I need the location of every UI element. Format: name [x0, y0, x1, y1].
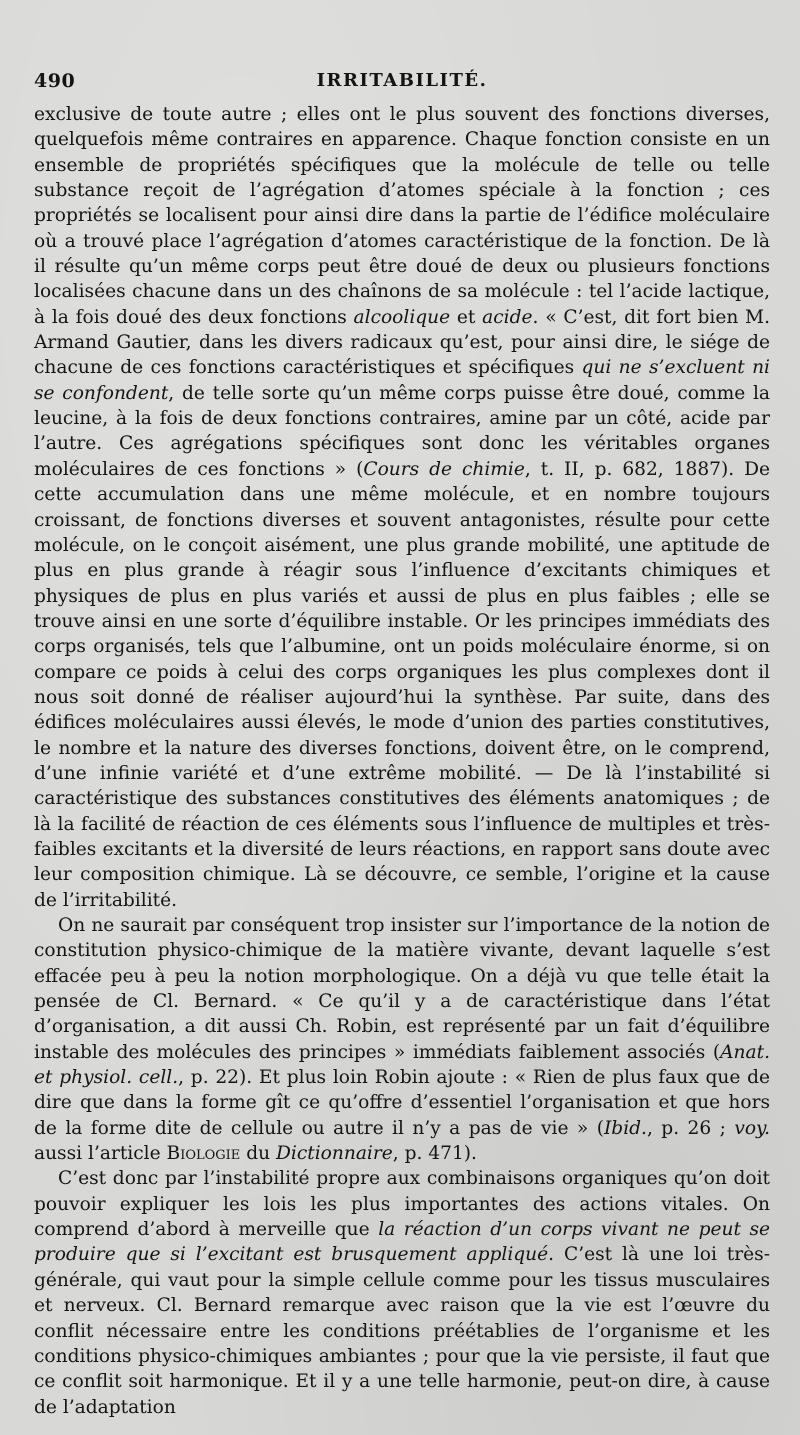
page-header	[34, 70, 770, 100]
running-title: IRRITABILITÉ.	[316, 70, 488, 91]
text-run: , t. II, p. 682, 1887). De cette accumulation dans une même molécule, et en nombre toujours croissant, de fonctions diverses et souvent antagonistes, résulte pour cette molécule, on le conçoit aisément, une plus grande mobilité, une aptitude de plus en plus grande à réagir sous l’influence d’excitants chimiques et physiques de plus en plus variés et aussi de plus en plus faibles ; elle se trouve ainsi en une sorte d’équilibre instable. Or les principes immédiats des corps organisés, tels que l’albumine, ont un poids moléculaire énorme, si on compare ce poids à celui des corps organiques les plus complexes dont il nous soit donné de réaliser aujourd’hui la synthèse. Par suite, dans des édifices moléculaires aussi élevés, le mode d’union des parties constitutives, le nombre et la nature des diverses fonctions, doivent être, on le comprend, d’une infinie variété et d’une extrême mobilité. — De là l’instabilité si caractéristique des substances constitutives des éléments anatomiques ; de là la facilité de réaction de ces éléments sous l’influence de multiples et très-faibles excitants et la diversité de leurs réactions, en rapport sans doute avec leur composition chimique. Là se découvre, ce semble, l’origine et la cause de l’irritabilité.	[34, 458, 770, 911]
paragraph	[34, 913, 770, 1166]
paragraph	[34, 1166, 770, 1419]
text-run: exclusive de toute autre ; elles ont le plus souvent des fonctions diverses, quelquefois même contraires en apparence. Chaque fonction consiste en un ensemble de propriétés spécifiques que la molécule de telle ou telle substance reçoit de l’agrégation d’atomes spéciale à la fonction ; ces propriétés se localisent pour ainsi dire dans la partie de l’édifice moléculaire où a trouvé place l’agrégation d’atomes caractéristique de la fonction. De là il résulte qu’un même corps peut être doué de deux ou plusieurs fonctions localisées chacune dans un des chaînons de sa molécule : tel l’acide lactique, à la fois doué des deux fonctions	[34, 104, 770, 328]
text-run: aussi l’article	[34, 1143, 167, 1165]
italic-text: Dictionnaire	[276, 1143, 393, 1165]
italic-text: acide	[482, 306, 533, 328]
italic-text: Ibid.	[603, 1117, 647, 1139]
italic-text: alcoolique	[353, 306, 451, 328]
text-run: , de telle sorte qu’un même corps puisse être doué, comme la leucine, à la fois de deux fonctions contraires, amine par un côté, acide par l’autre. Ces agrégations spécifiques sont donc les véritables organes moléculaires de ces fonctions » (	[34, 382, 770, 480]
text-run: On ne saurait par conséquent trop insister sur l’importance de la notion de constitution physico-chimique de la matière vivante, devant laquelle s’est effacée peu à peu la notion morphologique. On a déjà vu que telle était la pensée de Cl. Bernard. « Ce qu’il y a de caractéristique dans l’état d’organisation, a dit aussi Ch. Robin, est représenté par un fait d’équilibre instable des molécules des principes » immédiats faiblement associés (	[34, 915, 770, 1063]
text-run: . « C’est, dit fort bien M. Armand Gautier, dans les divers radicaux qu’est, pour ainsi dire, le siége de chacune de ces fonctions caractéristiques et spécifiques	[34, 306, 771, 379]
text-run: C’est donc par l’instabilité propre aux combinaisons organiques qu’on doit pouvoir expliquer les lois les plus importantes des actions vitales. On comprend d’abord à merveille que	[34, 1168, 770, 1241]
italic-text: qui ne s’excluent ni se confondent	[34, 357, 771, 404]
text-run: , p. 26 ;	[646, 1117, 735, 1139]
text-run: , p. 22). Et plus loin Robin ajoute : « Rien de plus faux que de dire que dans la forme gît ce qu’offre d’essentiel l’organisation et que hors de la forme dite de cellule ou autre il n’y a pas de vie » (	[34, 1067, 770, 1139]
page-number: 490	[34, 70, 76, 92]
italic-text: voy.	[734, 1117, 770, 1139]
paragraph	[34, 102, 770, 913]
italic-text: la réaction d’un corps vivant ne peut se produire que si l’excitant est brusquement appliqué	[34, 1219, 770, 1266]
text-run: et	[450, 306, 483, 328]
text-run: , p. 471).	[392, 1143, 477, 1165]
italic-text: Anat. et physiol. cell.	[34, 1041, 770, 1089]
italic-text: Cours de chimie	[363, 458, 525, 480]
text-run: du	[240, 1143, 276, 1165]
small-caps-text: Biologie	[166, 1143, 241, 1165]
text-run: . C’est là une loi très-générale, qui vaut pour la simple cellule comme pour les tissus musculaires et nerveux. Cl. Bernard remarque avec raison que la vie est l’œuvre du conflit nécessaire entre les conditions préétablies de l’organisme et les conditions physico-chimiques ambiantes ; pour que la vie persiste, il faut que ce conflit soit harmonique. Et il y a une telle harmonie, peut-on dire, à cause de l’adaptation	[34, 1244, 770, 1418]
body-text	[34, 102, 770, 1420]
